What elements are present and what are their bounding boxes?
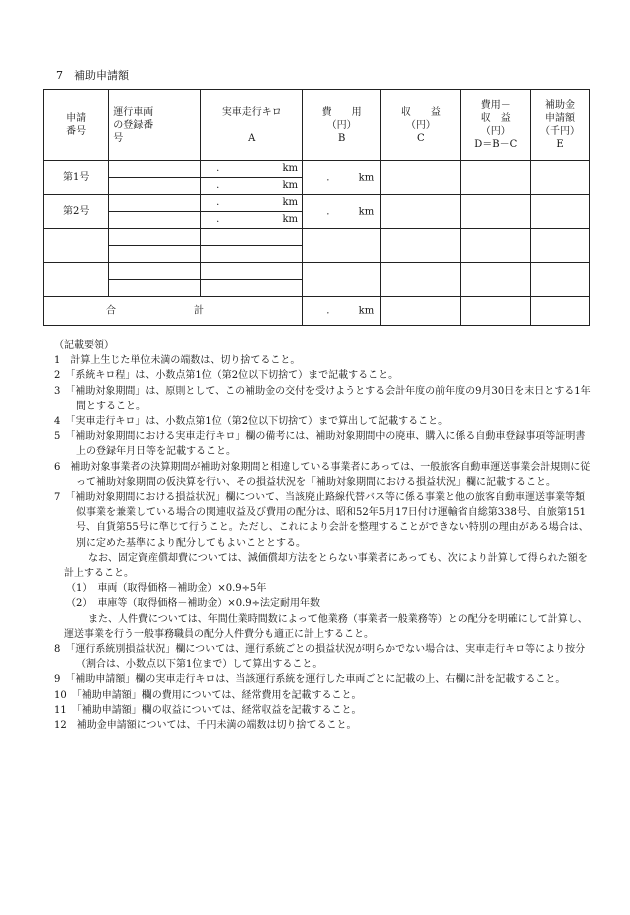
km-dot: . bbox=[326, 206, 330, 217]
km-total-cell bbox=[303, 229, 381, 263]
empty-label-cell bbox=[44, 263, 109, 297]
empty-label-cell bbox=[44, 229, 109, 263]
vehicle-cell bbox=[109, 178, 201, 195]
cost-cell bbox=[381, 195, 461, 229]
km-unit-cell bbox=[229, 195, 303, 212]
header-actual-km: 実車走行キロ A bbox=[201, 90, 303, 161]
subsidy-cell bbox=[531, 263, 590, 297]
header-vehicle-reg-no: 運行車両 の登録番 号 bbox=[109, 90, 201, 161]
header-subsidy-amount: 補助金 申請額 （千円） E bbox=[531, 90, 590, 161]
km-total-cell bbox=[303, 161, 381, 195]
km-dot: . bbox=[326, 305, 330, 317]
note-item-7: 7 「補助対象期間における損益状況」欄について、当該廃止路線代替バス等に係る事業と他の旅客自動車運送事業等類似事業を兼業している場合の関連収益及び費用の配分は、昭和52年5月17日付け運輸省自総第338号、自旅第151号、自貨第55号に準じて行うこと。ただし、これにより会計を整理することができない特別の理由がある場合は、別に定めた基準により配分してもよいこととする。 bbox=[54, 492, 589, 549]
km-dot: . bbox=[216, 163, 220, 174]
header-revenue: 収 益 （円） C bbox=[381, 90, 461, 161]
note-paragraph-depreciation: なお、固定資産償却費については、減価償却方法をとらない事業者にあっても、次により計算して得られた額を計上すること。 bbox=[64, 552, 588, 580]
cost-cell bbox=[381, 263, 461, 297]
km-unit: km bbox=[358, 172, 375, 183]
km-total-cell bbox=[303, 195, 381, 229]
total-subsidy-cell bbox=[531, 297, 590, 326]
km-unit: km bbox=[358, 206, 375, 217]
km-dot: . bbox=[326, 172, 330, 183]
section-heading: 7 補助申請額 bbox=[56, 69, 129, 82]
km-unit-cell bbox=[229, 178, 303, 195]
subsidy-cell bbox=[531, 195, 590, 229]
total-label-right: 計 bbox=[194, 305, 204, 317]
cost-cell bbox=[381, 229, 461, 263]
header-cost-minus-revenue: 費用－ 収 益 （円） D＝B－C bbox=[461, 90, 531, 161]
vehicle-cell bbox=[109, 280, 201, 297]
note-item-9: 9 「補助申請額」欄の実車走行キロは、当該運行系統を運行した車両ごとに記載の上、右欄に計を記載すること。 bbox=[54, 674, 566, 686]
km-cell bbox=[201, 229, 303, 246]
km-total-cell bbox=[303, 263, 381, 297]
note-item-3: 3 「補助対象期間」は、原則として、この補助金の交付を受けようとする会計年度の前年度の9月30日を末日とする1年間とすること。 bbox=[54, 385, 591, 412]
revenue-cell bbox=[461, 195, 531, 229]
note-sub-1: （1） 車両（取得価格－補助金）×0.9÷5年 bbox=[66, 583, 267, 595]
note-item-10: 10 「補助申請額」欄の費用については、経常費用を記載すること。 bbox=[54, 689, 362, 701]
subsidy-application-table bbox=[43, 89, 590, 326]
km-cell bbox=[201, 161, 229, 178]
km-dot: . bbox=[216, 180, 220, 191]
km-unit-cell bbox=[229, 161, 303, 178]
notes-section bbox=[54, 338, 594, 733]
revenue-cell bbox=[461, 263, 531, 297]
km-cell bbox=[201, 195, 229, 212]
vehicle-cell bbox=[109, 161, 201, 178]
vehicle-cell bbox=[109, 229, 201, 246]
total-label-cell bbox=[44, 297, 303, 326]
note-item-11: 11 「補助申請額」欄の収益については、経常収益を記載すること。 bbox=[54, 704, 362, 716]
notes-title: （記載要領） bbox=[54, 340, 114, 351]
note-item-4: 4 「実車走行キロ」は、小数点第1位（第2位以下切捨て）まで算出して記載すること。 bbox=[54, 416, 449, 428]
km-cell bbox=[201, 212, 229, 229]
note-sub-2: （2） 車庫等（取得価格－補助金）×0.9÷法定耐用年数 bbox=[66, 598, 321, 610]
cost-cell bbox=[381, 161, 461, 195]
note-item-6: 6 補助対象事業者の決算期間が補助対象期間と相違している事業者にあっては、一般旅客自動車運送事業会計規則に従って補助対象期間の仮決算を行い、その損益状況を「補助対象期間における損益状況」欄に記載すること。 bbox=[54, 461, 591, 488]
total-cost-cell bbox=[381, 297, 461, 326]
vehicle-cell bbox=[109, 212, 201, 229]
header-applicant-no: 申請 番号 bbox=[44, 90, 109, 161]
vehicle-cell bbox=[109, 246, 201, 263]
row-label-2: 第2号 bbox=[44, 195, 109, 229]
note-item-12: 12 補助金申請額については、千円未満の端数は切り捨てること。 bbox=[54, 720, 357, 732]
km-cell bbox=[201, 246, 303, 263]
note-item-1: 1 計算上生じた単位未満の端数は、切り捨てること。 bbox=[54, 355, 301, 367]
revenue-cell bbox=[461, 229, 531, 263]
km-cell bbox=[201, 263, 303, 280]
km-unit: km bbox=[282, 163, 299, 174]
total-label-left: 合 bbox=[106, 305, 116, 317]
km-unit: km bbox=[358, 305, 375, 317]
km-unit: km bbox=[282, 214, 299, 225]
total-km-cell bbox=[303, 297, 381, 326]
total-revenue-cell bbox=[461, 297, 531, 326]
note-item-8: 8 「運行系統別損益状況」欄については、運行系統ごとの損益状況が明らかでない場合は、実車走行キロ等により按分（割合は、小数点以下第1位まで）して算出すること。 bbox=[54, 644, 586, 671]
revenue-cell bbox=[461, 161, 531, 195]
km-unit: km bbox=[282, 180, 299, 191]
vehicle-cell bbox=[109, 263, 201, 280]
km-dot: . bbox=[216, 197, 220, 208]
km-unit: km bbox=[282, 197, 299, 208]
subsidy-cell bbox=[531, 229, 590, 263]
km-unit-cell bbox=[229, 212, 303, 229]
km-cell bbox=[201, 280, 303, 297]
subsidy-cell bbox=[531, 161, 590, 195]
note-item-5: 5 「補助対象期間における実車走行キロ」欄の備考には、補助対象期間中の廃車、購入に係る自動車登録事項等証明書上の登録年月日等を記載すること。 bbox=[54, 431, 586, 458]
km-dot: . bbox=[216, 214, 220, 225]
note-paragraph-personnel: また、人件費については、年間仕業時間数によって他業務（事業者一般業務等）との配分を明確にして計算し、運送事業を行う一般事務職員の配分人件費分も適正に計上すること。 bbox=[64, 613, 588, 640]
note-item-2: 2 「系統キロ程」は、小数点第1位（第2位以下切捨て）まで記載すること。 bbox=[54, 370, 399, 382]
km-cell bbox=[201, 178, 229, 195]
row-label-1: 第1号 bbox=[44, 161, 109, 195]
header-cost: 費 用 （円） B bbox=[303, 90, 381, 161]
vehicle-cell bbox=[109, 195, 201, 212]
